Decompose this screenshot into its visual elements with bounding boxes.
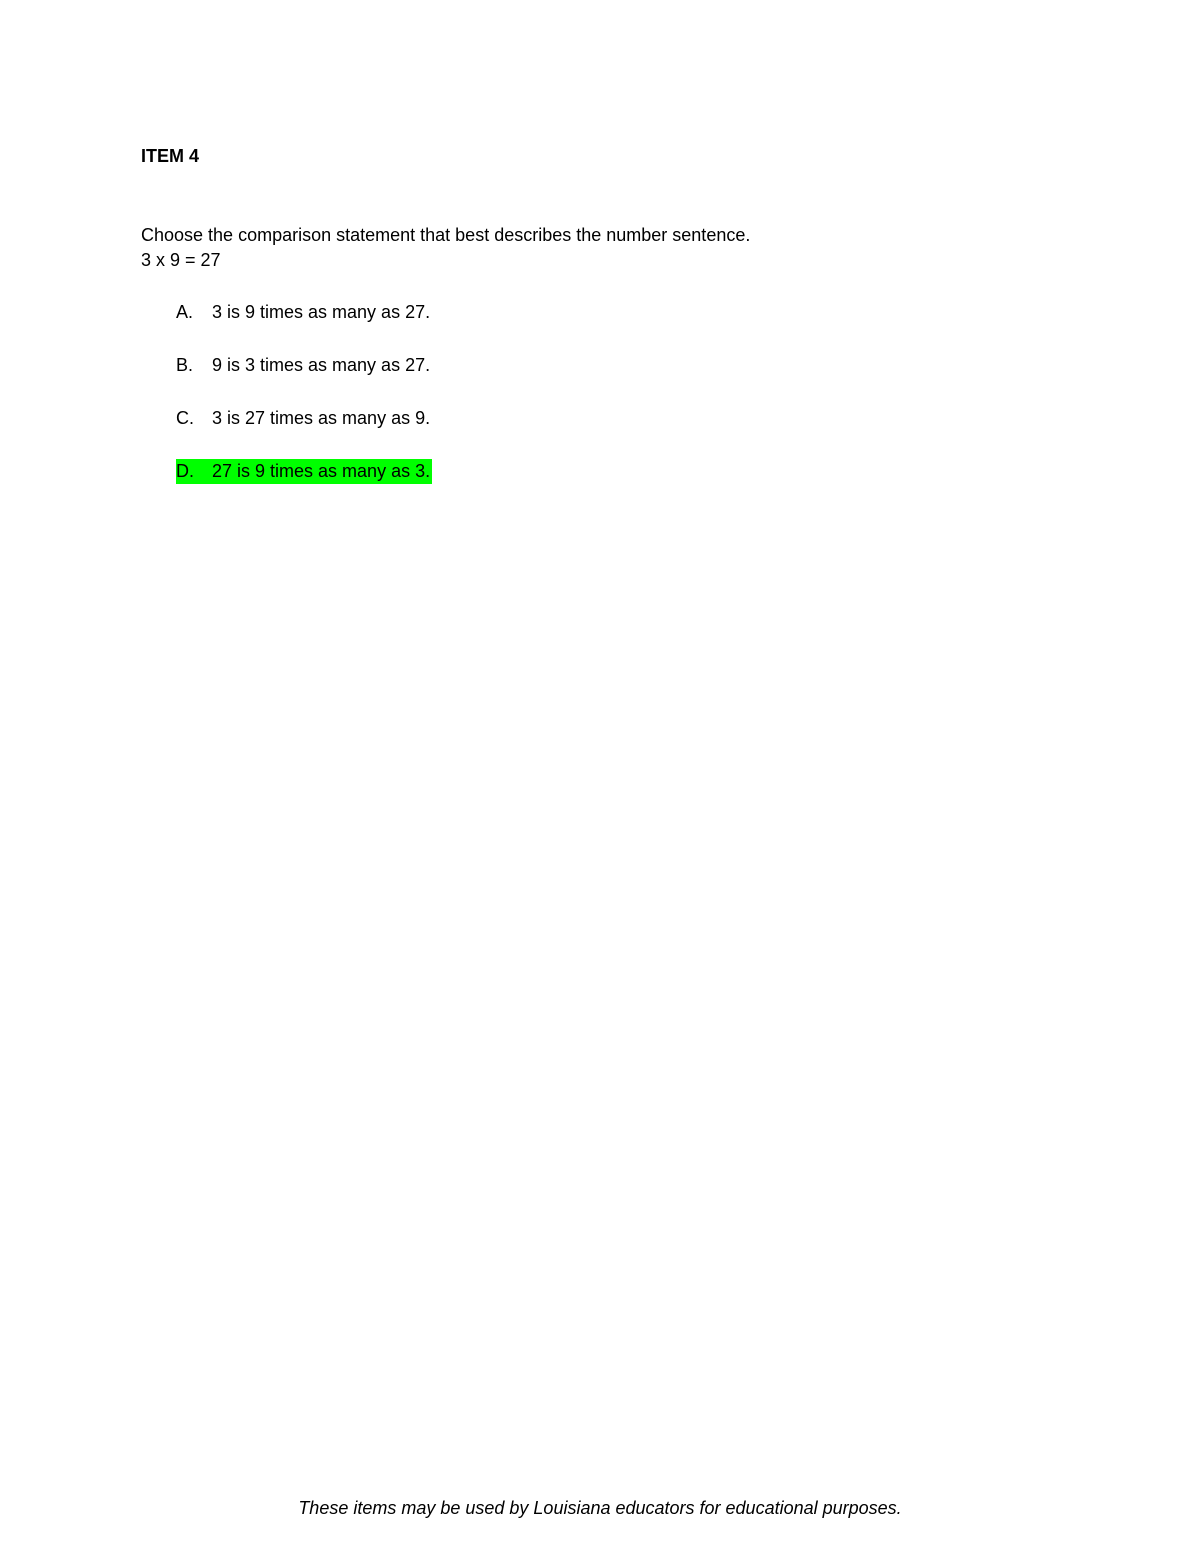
correct-answer-highlight bbox=[176, 459, 432, 484]
number-sentence: 3 x 9 = 27 bbox=[141, 250, 221, 270]
choice-letter: A. bbox=[176, 302, 194, 322]
choice-letter: B. bbox=[176, 355, 194, 375]
item-title: ITEM 4 bbox=[141, 146, 200, 166]
choice-a bbox=[176, 300, 432, 325]
choice-text: 3 is 27 times as many as 9. bbox=[212, 408, 431, 428]
choice-d-correct bbox=[176, 459, 432, 484]
choice-c bbox=[176, 406, 432, 431]
choice-letter: D. bbox=[176, 461, 194, 481]
choice-text: 3 is 9 times as many as 27. bbox=[212, 302, 431, 322]
answer-choices bbox=[176, 300, 432, 512]
choice-b bbox=[176, 353, 432, 378]
choice-letter: C. bbox=[176, 408, 194, 428]
choice-text: 9 is 3 times as many as 27. bbox=[212, 355, 431, 375]
footer-disclaimer: These items may be used by Louisiana educators for educational purposes. bbox=[298, 1498, 902, 1518]
question-prompt: Choose the comparison statement that best describes the number sentence. bbox=[141, 225, 751, 245]
choice-text: 27 is 9 times as many as 3. bbox=[212, 461, 431, 481]
